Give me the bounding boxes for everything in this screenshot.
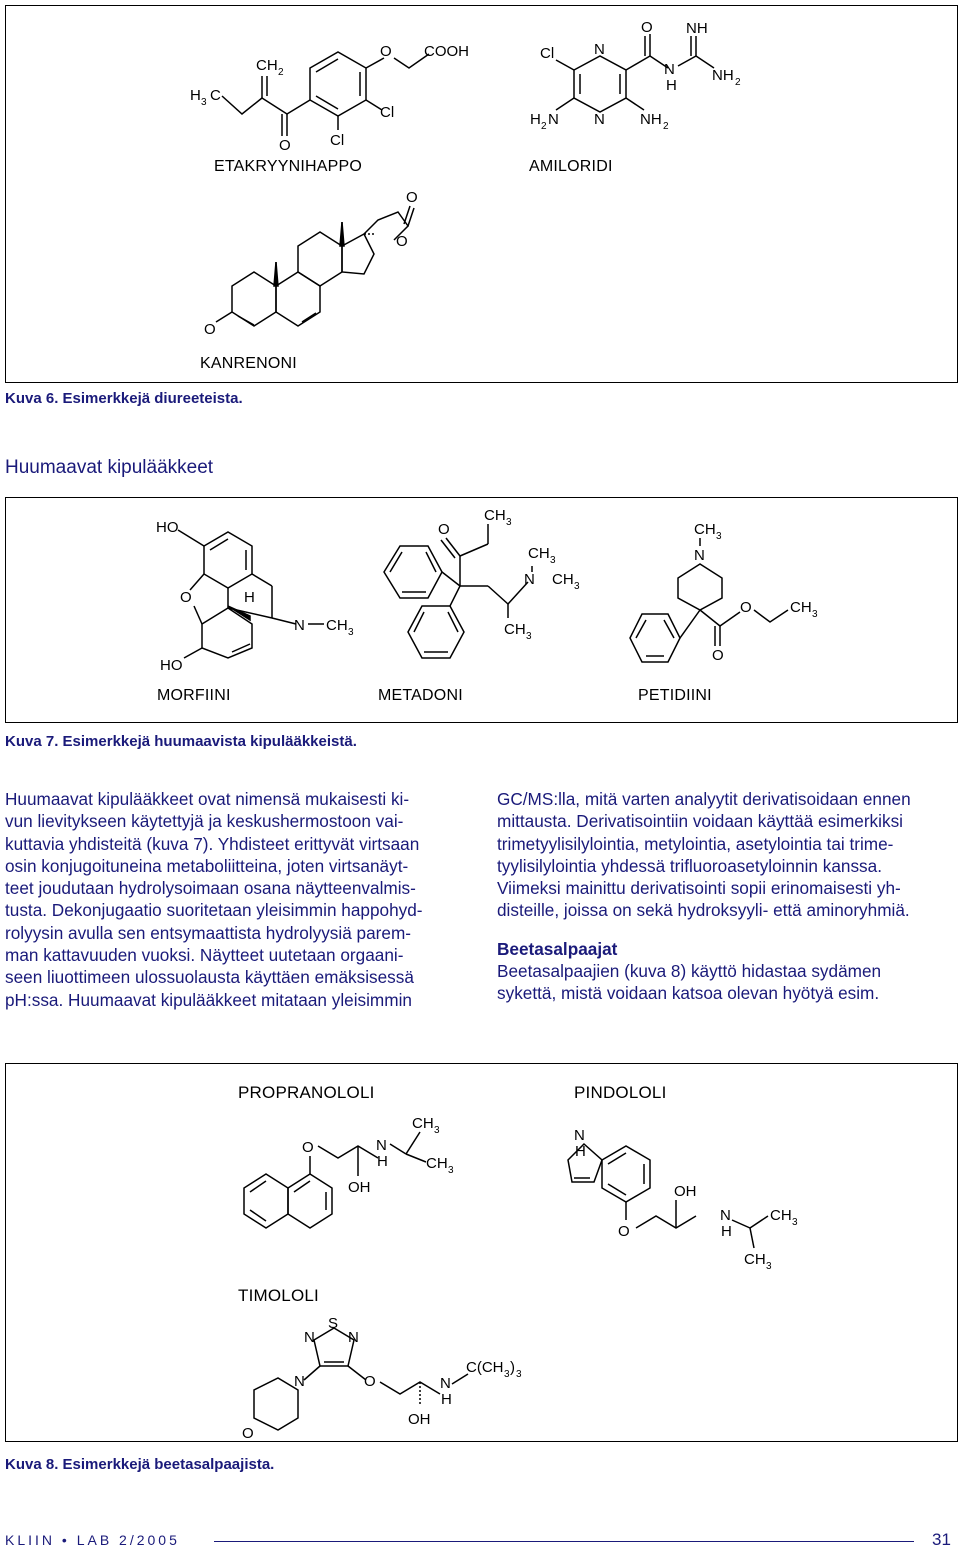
svg-text:N: N [664,61,675,78]
body-right-column [497,788,955,1005]
svg-text:CH: CH [694,521,716,538]
svg-text:NH: NH [640,111,662,128]
label-metadoni: METADONI [378,687,463,704]
svg-text:NH: NH [712,67,734,84]
svg-text:O: O [618,1223,630,1240]
svg-text:CH: CH [744,1251,766,1268]
figure-6-caption-text: Esimerkkejä diureeteista. [62,390,243,407]
propranolol-structure [234,1116,494,1236]
svg-text:CH: CH [426,1155,448,1172]
figure-6-box [5,5,958,383]
svg-text:CH: CH [504,621,526,638]
label-amiloridi: AMILORIDI [529,158,613,175]
svg-text:2: 2 [735,77,741,88]
text-line: tyylisilylointia yhdessä trifluoroasetyloinnin kanssa. [497,855,882,876]
svg-text:CH: CH [770,1207,792,1224]
figure-6-caption [5,390,243,407]
svg-text:2: 2 [278,67,284,78]
svg-text:CH: CH [412,1115,434,1132]
text-line: man kattavuuden vuoksi. Näytteet uutetaan orgaani- [5,945,404,966]
label-kanrenoni: KANRENONI [200,355,297,372]
figure-7-caption [5,733,357,750]
svg-text:3: 3 [766,1261,772,1272]
figure-7-box [5,497,958,723]
svg-text:N: N [594,41,605,58]
svg-text:3: 3 [434,1125,440,1136]
text-line: Huumaavat kipulääkkeet ovat nimensä mukaisesti ki- [5,789,410,809]
text-line: teet joudutaan hydrolysoimaan osana näytteenvalmis- [5,878,416,899]
svg-text:OH: OH [408,1411,431,1428]
text-line: mittausta. Derivatisointiin voidaan käyttää esimerkiksi [497,811,903,832]
figure-8-caption [5,1456,274,1473]
svg-text:3: 3 [448,1165,454,1176]
svg-text:H: H [244,589,255,606]
svg-text:HO: HO [160,657,183,674]
svg-text:C(CH: C(CH [466,1359,504,1376]
svg-text:3: 3 [348,627,354,638]
methadone-structure [378,506,618,666]
pindolol-structure [564,1116,824,1272]
svg-text:CH: CH [552,571,574,588]
svg-text:O: O [396,233,408,250]
text-line: seen liuottimeen ulossuolausta käyttäen emäksisessä [5,967,414,988]
svg-text:3: 3 [716,531,722,542]
svg-text:Cl: Cl [380,104,395,121]
text-line: tusta. Dekonjugaatio suoritetaan yleisimmin happohyd- [5,900,423,921]
svg-text:H: H [575,1143,586,1160]
label-morfiini: MORFIINI [157,687,231,704]
svg-text:2: 2 [541,121,547,132]
body-left-column [5,788,477,1011]
ethacrynic-acid-structure [184,18,504,154]
section-heading-huumaavat: Huumaavat kipulääkkeet [5,457,214,478]
text-line: Beetasalpaajien (kuva 8) käyttö hidastaa sydämen [497,961,882,982]
text-line: GC/MS:lla, mitä varten analyytit derivatisoidaan ennen [497,789,911,809]
svg-text:3: 3 [506,517,512,528]
svg-text:N: N [720,1207,731,1224]
footer-rule [214,1541,914,1542]
svg-text:): ) [510,1359,515,1376]
svg-text:N: N [294,617,305,634]
text-line: disteille, joissa on sekä hydroksyyli- että aminoryhmiä. [497,900,910,921]
svg-text:H: H [666,77,677,94]
svg-text:OH: OH [674,1183,697,1200]
figure-8-caption-number: Kuva 8. [5,1456,59,1473]
svg-text:H: H [377,1153,388,1170]
canrenone-structure [202,182,442,342]
svg-text:O: O [242,1425,254,1442]
svg-text:S: S [328,1315,339,1332]
svg-text:N: N [376,1137,387,1154]
text-line: kuttavia yhdisteitä (kuva 7). Yhdisteet erittyvät virtsaan [5,833,420,854]
label-etakryynihappo: ETAKRYYNIHAPPO [214,158,363,175]
svg-text:N: N [548,111,559,128]
svg-text:O: O [302,1139,314,1156]
label-propranololi: PROPRANOLOLI [238,1083,375,1102]
svg-text:CH: CH [484,507,506,524]
figure-8-box [5,1063,958,1442]
figure-6-caption-number: Kuva 6. [5,390,59,407]
svg-text:C: C [210,87,221,104]
svg-text:O: O [438,521,450,538]
svg-text:HO: HO [156,519,179,536]
timolol-structure [234,1306,574,1442]
svg-text:O: O [641,19,653,36]
svg-text:O: O [406,189,418,206]
svg-text:3: 3 [792,1217,798,1228]
text-line: rolyysin avulla sen entsymaattista hydrolyysiä parem- [5,922,411,943]
page-number: 31 [932,1530,951,1549]
svg-text:O: O [204,321,216,338]
text-line: pH:ssa. Huumaavat kipulääkkeet mitataan yleisimmin [5,989,412,1010]
morphine-structure [154,506,354,674]
svg-text:3: 3 [504,1369,510,1380]
label-timololi: TIMOLOLI [238,1286,319,1305]
journal-footer: KLIIN • LAB 2/2005 [5,1532,180,1548]
svg-text:COOH: COOH [424,43,469,60]
svg-text:Cl: Cl [540,45,555,62]
svg-text:2: 2 [663,121,669,132]
svg-text:N: N [594,111,605,128]
label-pindololi: PINDOLOLI [574,1083,667,1102]
subheading-beetasalpaajat: Beetasalpaajat [497,938,618,959]
svg-text:N: N [524,571,535,588]
svg-text:H: H [190,87,201,104]
svg-text:CH: CH [790,599,812,616]
svg-text:N: N [304,1329,315,1346]
text-line: sykettä, mistä voidaan katsoa olevan hyötyä esim. [497,983,880,1004]
svg-text:3: 3 [812,609,818,620]
svg-text:OH: OH [348,1179,371,1196]
amiloride-structure [526,18,786,132]
figure-7-caption-text: Esimerkkejä huumaavista kipulääkkeistä. [62,733,357,750]
svg-text:3: 3 [526,631,532,642]
svg-text:3: 3 [550,555,556,566]
svg-text:3: 3 [516,1369,522,1380]
svg-text:NH: NH [686,20,708,37]
label-petidiini: PETIDIINI [638,687,712,704]
svg-text:O: O [180,589,192,606]
text-line: osin konjugoituneina metaboliitteina, joten virtsanäyt- [5,855,409,876]
svg-text:O: O [380,43,392,60]
svg-text:N: N [440,1375,451,1392]
svg-text:Cl: Cl [330,132,345,149]
text-line: trimetyylisilylointia, metylointia, asetylointia tai trime- [497,833,894,854]
svg-text:O: O [364,1373,376,1390]
svg-text:N: N [574,1127,585,1144]
svg-text:3: 3 [574,581,580,592]
figure-7-caption-number: Kuva 7. [5,733,59,750]
svg-text:N: N [348,1329,359,1346]
svg-text:H: H [530,111,541,128]
svg-text:CH: CH [326,617,348,634]
pethidine-structure [620,506,840,666]
svg-text:H: H [441,1391,452,1408]
text-line: Viimeksi mainittu derivatisointi sopii erinomaisesti yh- [497,878,901,899]
svg-text:H: H [721,1223,732,1240]
svg-text:O: O [279,137,291,154]
svg-text:O: O [740,599,752,616]
svg-text:O: O [712,647,724,664]
svg-text:N: N [294,1373,305,1390]
figure-8-caption-text: Esimerkkejä beetasalpaajista. [62,1456,275,1473]
text-line: vun lievitykseen käytettyjä ja keskushermostoon vai- [5,811,404,832]
svg-text:3: 3 [201,97,207,108]
svg-text:CH: CH [528,545,550,562]
svg-text:N: N [694,547,705,564]
svg-text:CH: CH [256,57,278,74]
